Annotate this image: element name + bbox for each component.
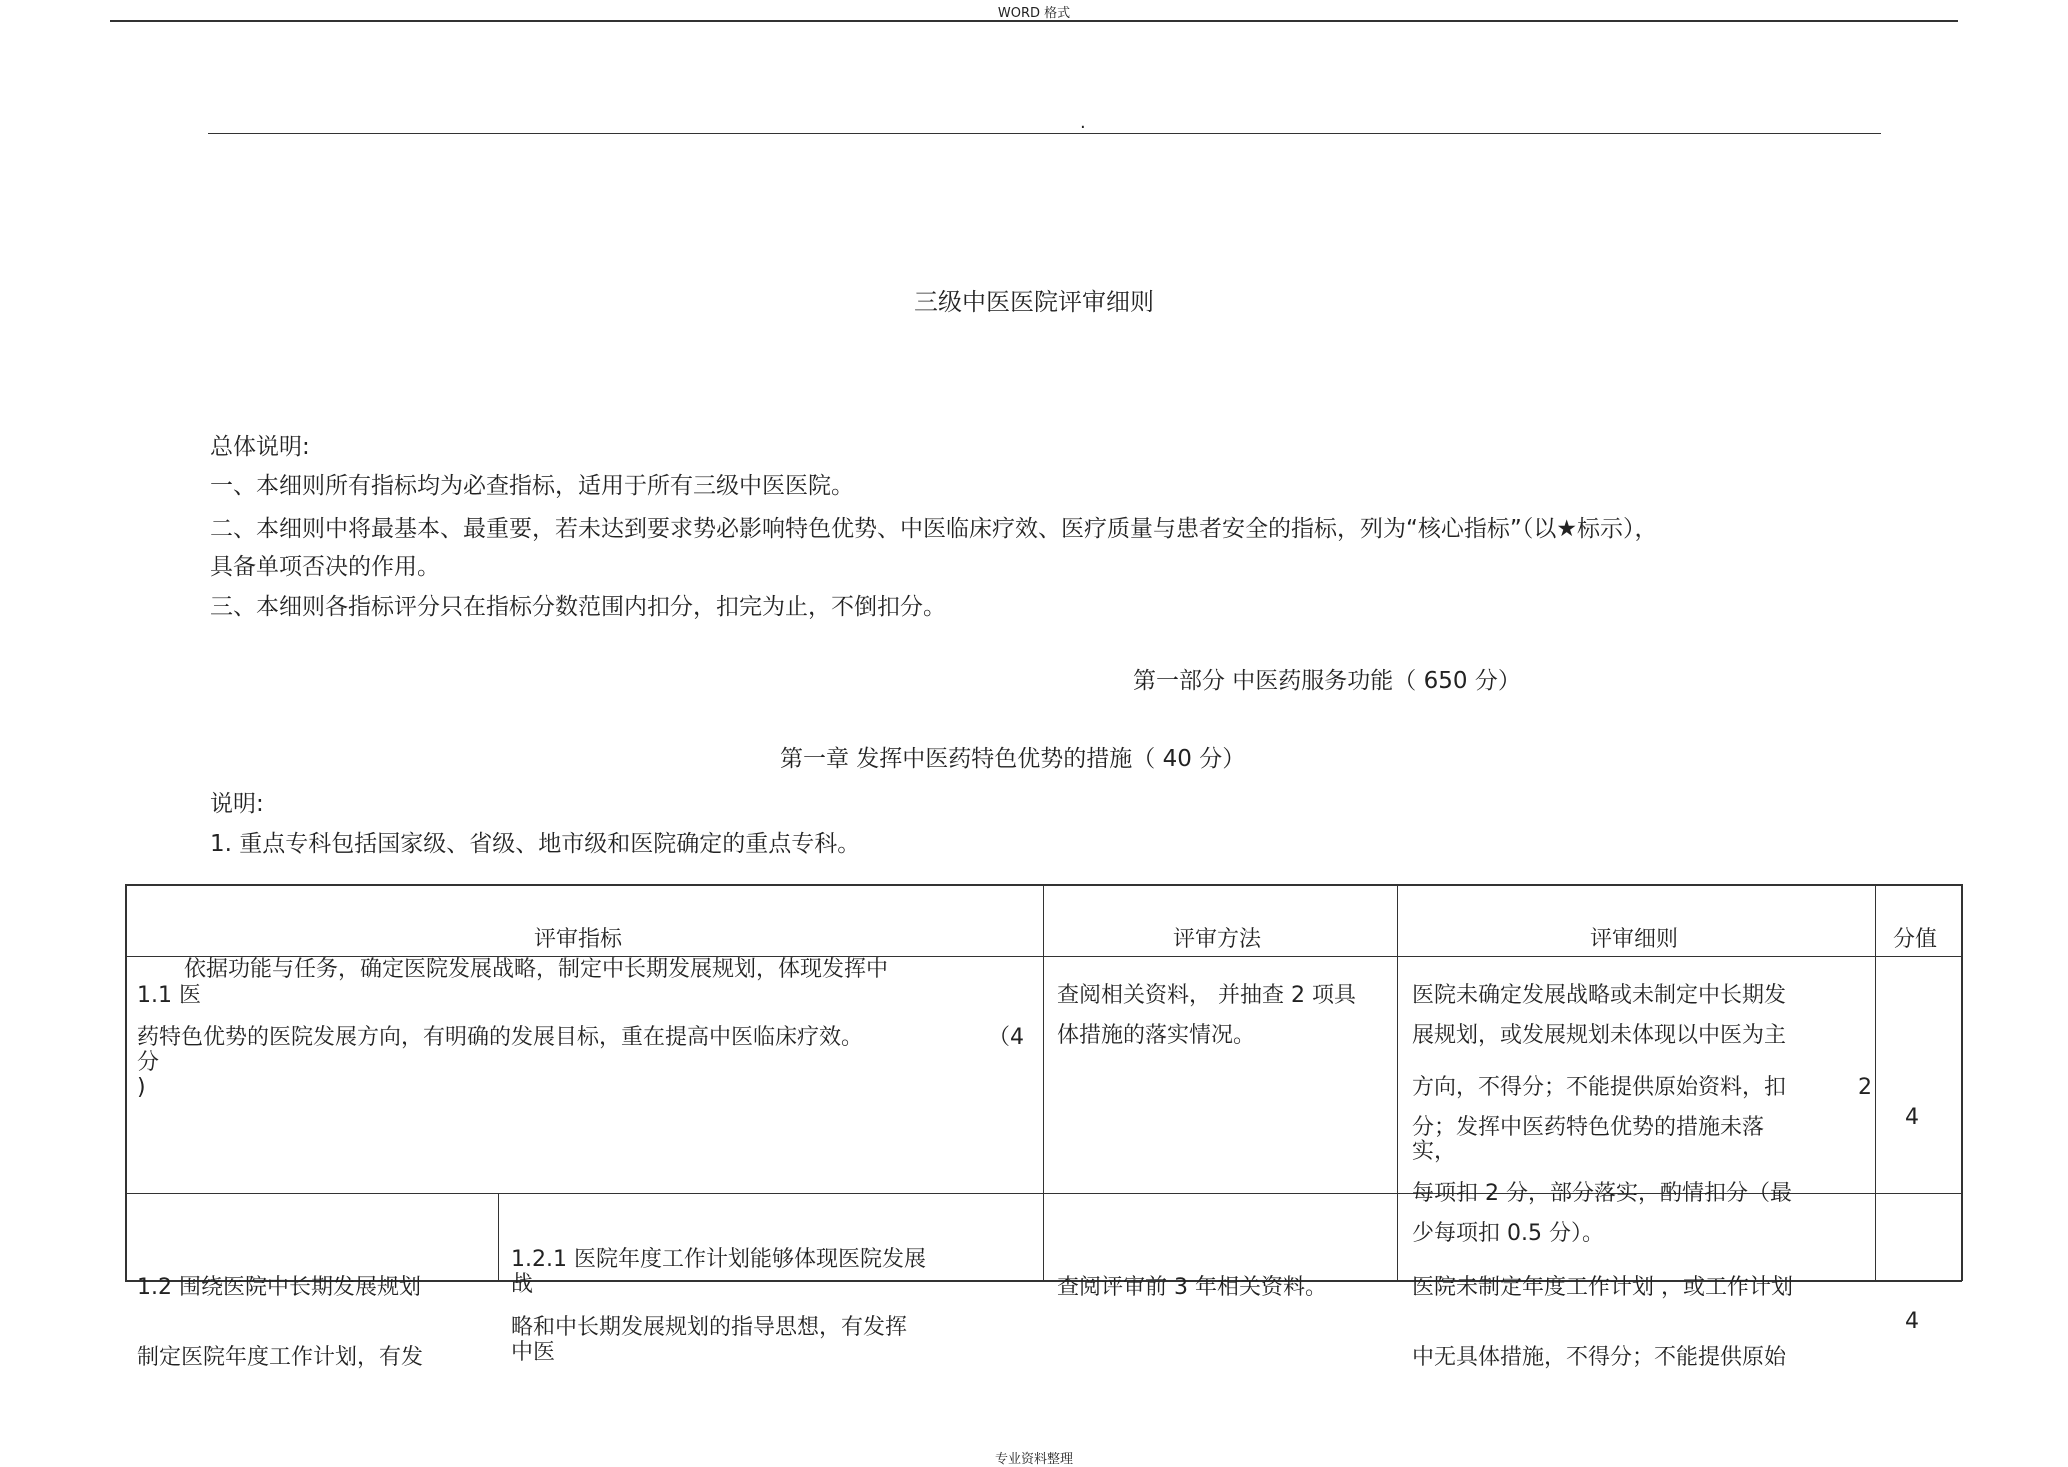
header-details: 评审细则 (1590, 927, 1679, 952)
row1-details-line4: 分；发挥中医药特色优势的措施未落 (1412, 1115, 1765, 1140)
row2-sub-line4: 中医 (511, 1340, 556, 1365)
row1-details-line5: 实， (1412, 1139, 1457, 1164)
row1-method-line1: 查阅相关资料， 并抽查 2 项具 (1057, 983, 1356, 1008)
overview-item-1: 一、本细则所有指标均为必查指标，适用于所有三级中医医院。 (210, 473, 854, 499)
row1-indicator-line2: 1.1 医 (137, 983, 201, 1008)
row2-score: 4 (1905, 1309, 1919, 1334)
table-right-border (1961, 884, 1963, 1281)
row2-indicator-line1: 1.2 围绕医院中长期发展规划 (137, 1275, 421, 1300)
row2-sub-line2: 战 (511, 1272, 534, 1297)
chapter-heading: 第一章 发挥中医药特色优势的措施（ 40 分） (780, 746, 1246, 772)
row1-indicator-score-open: （4 (988, 1025, 1024, 1050)
header-dot: . (1080, 112, 1086, 133)
row1-details-line6: 每项扣 2 分，部分落实，酌情扣分（最 (1412, 1181, 1792, 1206)
header-score: 分值 (1893, 927, 1938, 952)
row2-sub-line3: 略和中长期发展规划的指导思想，有发挥 (511, 1315, 908, 1340)
row1-indicator-line3: 药特色优势的医院发展方向，有明确的发展目标，重在提高中医临床疗效。 (137, 1025, 864, 1050)
row2-method-line1: 查阅评审前 3 年相关资料。 (1057, 1275, 1327, 1300)
header-indicator: 评审指标 (534, 927, 623, 952)
row1-score: 4 (1905, 1105, 1919, 1130)
sub-header-rule (208, 133, 1881, 134)
overview-item-2a: 二、本细则中将最基本、最重要，若未达到要求势必影响特色优势、中医临床疗效、医疗质量与患者安全的指标，列为“核心指标”（以★标示）， (210, 516, 1658, 542)
table-left-border (125, 884, 127, 1281)
row2-indicator-line2: 制定医院年度工作计划，有发 (137, 1345, 424, 1370)
part-heading: 第一部分 中医药服务功能（ 650 分） (1133, 668, 1521, 694)
table-subcol-divider (498, 1193, 499, 1281)
overview-item-2b: 具备单项否决的作用。 (210, 554, 440, 580)
row1-method-line2: 体措施的落实情况。 (1057, 1023, 1256, 1048)
row1-details-line1: 医院未确定发展战略或未制定中长期发 (1412, 983, 1787, 1008)
overview-item-3: 三、本细则各指标评分只在指标分数范围内扣分，扣完为止，不倒扣分。 (210, 594, 946, 620)
row1-details-line2: 展规划，或发展规划未体现以中医为主 (1412, 1023, 1787, 1048)
row1-indicator-line1: 依据功能与任务，确定医院发展战略，制定中长期发展规划，体现发挥中 (184, 957, 889, 982)
page-header-label: WORD 格式 (997, 6, 1071, 21)
header-method: 评审方法 (1173, 927, 1262, 952)
notes-heading: 说明: (210, 791, 264, 817)
row1-indicator-line5: ) (137, 1075, 146, 1100)
row1-details-deduction: 2 (1858, 1075, 1872, 1100)
header-rule (110, 20, 1958, 22)
row2-sub-line1: 1.2.1 医院年度工作计划能够体现医院发展 (511, 1247, 926, 1272)
table-col-divider-3 (1875, 884, 1876, 1281)
row2-details-line2: 中无具体措施，不得分；不能提供原始 (1412, 1345, 1787, 1370)
row2-details-line1: 医院未制定年度工作计划 ，或工作计划 (1412, 1275, 1793, 1300)
row1-details-line3: 方向，不得分；不能提供原始资料，扣 (1412, 1075, 1787, 1100)
page-footer: 专业资料整理 (994, 1452, 1073, 1467)
table-col-divider-1 (1043, 884, 1044, 1281)
row1-indicator-line4: 分 (137, 1050, 160, 1075)
notes-item-1: 1. 重点专科包括国家级、省级、地市级和医院确定的重点专科。 (210, 831, 861, 857)
row1-details-line7: 少每项扣 0.5 分）。 (1412, 1221, 1604, 1246)
table-col-divider-2 (1397, 884, 1398, 1281)
overview-heading: 总体说明: (210, 434, 310, 460)
document-title: 三级中医医院评审细则 (914, 288, 1154, 316)
